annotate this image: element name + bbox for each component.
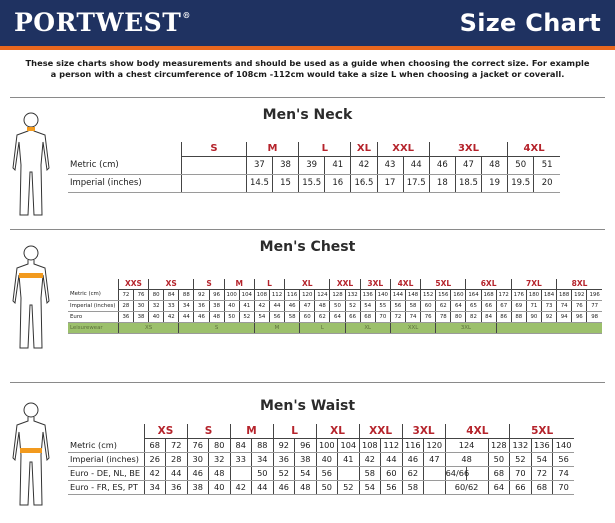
table-row	[68, 466, 574, 480]
table-cell: 73	[541, 300, 556, 311]
intro-line-2: a person with a chest circumference of 108cm -112cm would take a size L when choosing a jacket or coverall.	[50, 69, 565, 79]
leisurewear-label: Leisurewear	[68, 322, 118, 333]
table-cell: 82	[466, 311, 481, 322]
table-cell: 140	[553, 438, 575, 452]
table-cell: 36	[166, 480, 188, 494]
waist-size-header-row	[68, 424, 574, 438]
leisurewear-empty	[496, 322, 602, 333]
table-cell: 48	[209, 311, 224, 322]
table-cell: 44	[403, 156, 429, 174]
body-figure-icon	[9, 110, 53, 222]
table-cell: 37	[246, 156, 272, 174]
table-cell: 65	[466, 300, 481, 311]
table-cell: 48	[315, 300, 330, 311]
intro-line-1: These size charts show body measurements and should be used as a guide when choosing the correct size. For example	[25, 58, 590, 68]
table-cell: 76	[187, 438, 209, 452]
neck-highlight	[27, 127, 35, 131]
table-cell: 192	[572, 289, 587, 300]
intro-text	[20, 58, 595, 80]
size-label: XXS	[118, 279, 148, 289]
table-cell: 78	[436, 311, 451, 322]
table-cell: 80	[149, 289, 164, 300]
table-cell: 92	[541, 311, 556, 322]
table-cell: 47	[300, 300, 315, 311]
row-label: Euro - FR, ES, PT	[68, 480, 144, 494]
size-label: XL	[285, 279, 330, 289]
table-cell: 62	[402, 466, 424, 480]
table-cell: 74	[405, 311, 420, 322]
table-cell: 72	[531, 466, 553, 480]
table-cell: 96	[209, 289, 224, 300]
leisurewear-size: 3XL	[436, 322, 496, 333]
table-row	[68, 289, 602, 300]
table-cell: 136	[360, 289, 375, 300]
table-cell: 128	[330, 289, 345, 300]
table-cell: 44	[166, 466, 188, 480]
table-cell: 52	[273, 466, 295, 480]
table-cell: 124	[315, 289, 330, 300]
table-cell: 40	[224, 300, 239, 311]
table-cell: 42	[164, 311, 179, 322]
header-spacer	[68, 279, 118, 289]
table-row	[68, 452, 574, 466]
table-cell: 42	[144, 466, 166, 480]
table-cell: 51	[534, 156, 560, 174]
table-cell: 164	[466, 289, 481, 300]
table-cell: 90	[526, 311, 541, 322]
table-cell: 40	[209, 480, 231, 494]
size-label: 4XL	[508, 142, 560, 156]
table-cell: 44	[252, 480, 274, 494]
table-cell: 52	[338, 480, 360, 494]
chest-size-table	[68, 279, 602, 334]
chest-size-header-row	[68, 279, 602, 289]
table-cell: 96	[295, 438, 317, 452]
table-cell: 172	[496, 289, 511, 300]
table-row	[68, 480, 574, 494]
table-cell: 56	[390, 300, 405, 311]
table-cell: 67	[496, 300, 511, 311]
size-label: XXL	[377, 142, 429, 156]
table-cell: 92	[273, 438, 295, 452]
table-cell: 48	[295, 480, 317, 494]
table-cell: 62	[315, 311, 330, 322]
table-cell: 17.5	[403, 174, 429, 192]
size-label: XL	[316, 424, 359, 438]
table-cell: 50	[488, 452, 510, 466]
table-cell: 38	[295, 452, 317, 466]
table-cell: 41	[338, 452, 360, 466]
leisurewear-row	[68, 322, 602, 333]
size-label: 4XL	[445, 424, 510, 438]
table-cell: 60	[381, 466, 403, 480]
table-cell: 16	[325, 174, 351, 192]
table-cell: 55	[375, 300, 390, 311]
size-label: S	[182, 142, 247, 156]
table-cell: 54	[359, 480, 381, 494]
table-cell: 148	[405, 289, 420, 300]
table-cell: 26	[144, 452, 166, 466]
table-cell: 40	[149, 311, 164, 322]
size-label: XS	[144, 424, 187, 438]
table-cell: 66	[345, 311, 360, 322]
table-cell: 188	[557, 289, 572, 300]
table-cell: 50	[252, 466, 274, 480]
table-cell: 46	[194, 311, 209, 322]
neck-size-header-row	[68, 142, 560, 156]
table-cell: 104	[338, 438, 360, 452]
table-cell: 136	[531, 438, 553, 452]
table-cell: 60	[421, 300, 436, 311]
table-cell: 32	[209, 452, 231, 466]
table-cell: 69	[511, 300, 526, 311]
table-cell: 84	[481, 311, 496, 322]
table-cell: 56	[316, 466, 338, 480]
table-cell: 64/66	[445, 468, 470, 478]
table-cell: 56	[553, 452, 575, 466]
registered-mark: ®	[182, 10, 191, 20]
table-cell: 64	[451, 300, 466, 311]
table-cell: 140	[375, 289, 390, 300]
table-cell: 50	[224, 311, 239, 322]
table-cell: 156	[436, 289, 451, 300]
leisurewear-size: M	[254, 322, 299, 333]
table-cell: 44	[381, 452, 403, 466]
body-figure-icon	[9, 400, 53, 512]
table-cell: 36	[118, 311, 133, 322]
table-cell: 19	[482, 174, 508, 192]
table-cell: 47	[455, 156, 481, 174]
table-cell: 184	[541, 289, 556, 300]
section-divider	[10, 229, 605, 230]
table-row	[68, 438, 574, 452]
row-label: Imperial (inches)	[68, 452, 144, 466]
table-cell: 48	[482, 156, 508, 174]
table-cell: 108	[359, 438, 381, 452]
table-cell: 47	[424, 452, 446, 466]
table-cell: 58	[402, 480, 424, 494]
table-cell: 74	[553, 466, 575, 480]
table-cell: 88	[179, 289, 194, 300]
table-cell: 56	[269, 311, 284, 322]
body-figure-icon	[9, 243, 53, 355]
size-label: M	[224, 279, 254, 289]
waist-highlight	[20, 448, 42, 453]
table-cell: 16.5	[351, 174, 377, 192]
table-cell: 60	[300, 311, 315, 322]
table-cell	[338, 466, 360, 480]
size-label: XS	[149, 279, 194, 289]
table-cell: 33	[164, 300, 179, 311]
table-cell: 43	[377, 156, 403, 174]
size-label: 6XL	[466, 279, 511, 289]
size-label: 5XL	[510, 424, 575, 438]
table-cell: 41	[239, 300, 254, 311]
table-cell: 36	[194, 300, 209, 311]
table-cell: 72	[390, 311, 405, 322]
table-cell: 168	[481, 289, 496, 300]
row-label: Metric (cm)	[68, 156, 182, 174]
table-cell: 46	[285, 300, 300, 311]
table-cell: 18	[429, 174, 455, 192]
table-row	[68, 311, 602, 322]
table-cell: 48	[445, 452, 488, 466]
table-cell: 52	[510, 452, 532, 466]
waist-section-title: Men's Waist	[259, 398, 356, 414]
table-cell: 46	[273, 480, 295, 494]
table-row	[68, 300, 602, 311]
waist-size-table	[68, 424, 574, 495]
table-cell: 84	[164, 289, 179, 300]
table-cell: 48	[209, 466, 231, 480]
table-cell: 38	[133, 311, 148, 322]
table-cell: 76	[572, 300, 587, 311]
size-label: S	[187, 424, 230, 438]
table-cell: 64	[330, 311, 345, 322]
table-cell: 100	[224, 289, 239, 300]
size-label: 3XL	[429, 142, 507, 156]
table-cell: 54	[295, 466, 317, 480]
table-cell: 112	[381, 438, 403, 452]
table-cell: 68	[144, 438, 166, 452]
leisurewear-size: XXL	[390, 322, 435, 333]
table-cell: 44	[179, 311, 194, 322]
header-bar	[0, 0, 615, 50]
size-label: 5XL	[421, 279, 466, 289]
table-cell: 88	[252, 438, 274, 452]
table-cell: 152	[421, 289, 436, 300]
table-cell	[182, 156, 247, 174]
table-cell: 36	[273, 452, 295, 466]
table-cell: 60/62	[445, 480, 488, 494]
table-cell: 70	[510, 466, 532, 480]
section-divider	[10, 97, 605, 98]
table-cell: 77	[587, 300, 602, 311]
table-cell: 34	[179, 300, 194, 311]
page-title: Size Chart	[459, 9, 601, 37]
size-label: L	[254, 279, 284, 289]
row-label: Imperial (inches)	[68, 174, 182, 192]
table-cell: 19.5	[508, 174, 534, 192]
chest-section-title: Men's Chest	[259, 239, 356, 255]
size-label: 8XL	[557, 279, 602, 289]
table-cell	[182, 174, 247, 192]
brand-logo-text: PORTWEST	[14, 8, 182, 37]
table-cell: 38	[209, 300, 224, 311]
row-label: Metric (cm)	[68, 289, 118, 300]
table-cell: 96	[572, 311, 587, 322]
table-cell: 28	[118, 300, 133, 311]
table-cell: 42	[359, 452, 381, 466]
table-cell: 30	[187, 452, 209, 466]
table-row	[68, 174, 560, 192]
table-cell	[424, 466, 446, 480]
table-cell: 33	[230, 452, 252, 466]
neck-size-table	[68, 142, 560, 193]
table-cell: 58	[285, 311, 300, 322]
size-label: M	[246, 142, 298, 156]
table-cell: 38	[272, 156, 298, 174]
leisurewear-size: L	[300, 322, 345, 333]
table-cell: 68	[531, 480, 553, 494]
table-cell: 132	[510, 438, 532, 452]
brand-logo	[14, 8, 191, 37]
table-cell: 128	[488, 438, 510, 452]
table-cell: 112	[269, 289, 284, 300]
table-cell: 94	[557, 311, 572, 322]
table-cell: 14.5	[246, 174, 272, 192]
row-label: Euro	[68, 311, 118, 322]
table-cell: 64	[488, 480, 510, 494]
table-cell: 58	[405, 300, 420, 311]
table-cell: 20	[534, 174, 560, 192]
table-cell: 34	[144, 480, 166, 494]
table-cell	[424, 480, 446, 494]
table-cell: 80	[209, 438, 231, 452]
table-cell: 58	[359, 466, 381, 480]
table-cell: 66	[481, 300, 496, 311]
size-label: 7XL	[511, 279, 556, 289]
table-cell: 44	[269, 300, 284, 311]
table-cell: 66	[510, 480, 532, 494]
table-cell: 39	[299, 156, 325, 174]
table-cell	[230, 466, 252, 480]
table-cell: 88	[511, 311, 526, 322]
table-cell: 196	[587, 289, 602, 300]
table-cell: 54	[360, 300, 375, 311]
table-cell: 116	[402, 438, 424, 452]
table-cell: 76	[421, 311, 436, 322]
table-cell: 72	[166, 438, 188, 452]
table-cell: 72	[118, 289, 133, 300]
table-cell: 84	[230, 438, 252, 452]
table-cell: 108	[254, 289, 269, 300]
table-cell: 144	[390, 289, 405, 300]
size-label: M	[230, 424, 273, 438]
table-cell: 56	[381, 480, 403, 494]
size-label: 3XL	[402, 424, 445, 438]
table-cell: 74	[557, 300, 572, 311]
table-cell: 160	[451, 289, 466, 300]
size-label: L	[273, 424, 316, 438]
table-cell: 42	[351, 156, 377, 174]
table-cell: 120	[424, 438, 446, 452]
header-spacer	[68, 424, 144, 438]
table-cell: 41	[325, 156, 351, 174]
size-label: XXL	[330, 279, 360, 289]
table-cell: 54	[254, 311, 269, 322]
table-cell: 50	[330, 300, 345, 311]
table-cell: 15	[272, 174, 298, 192]
size-label: S	[194, 279, 224, 289]
table-cell: 32	[149, 300, 164, 311]
row-label: Metric (cm)	[68, 438, 144, 452]
table-row	[68, 156, 560, 174]
table-cell: 46	[402, 452, 424, 466]
table-cell: 28	[166, 452, 188, 466]
table-cell: 80	[451, 311, 466, 322]
leisurewear-size: XL	[345, 322, 390, 333]
table-cell: 124	[445, 438, 488, 452]
table-cell: 132	[345, 289, 360, 300]
table-cell: 30	[133, 300, 148, 311]
table-cell: 42	[254, 300, 269, 311]
table-cell: 38	[187, 480, 209, 494]
table-cell: 104	[239, 289, 254, 300]
table-cell: 116	[285, 289, 300, 300]
table-cell: 50	[508, 156, 534, 174]
table-cell: 100	[316, 438, 338, 452]
table-cell	[467, 466, 489, 480]
table-cell: 18.5	[455, 174, 481, 192]
table-cell: 68	[488, 466, 510, 480]
table-cell: 76	[133, 289, 148, 300]
table-cell: 50	[316, 480, 338, 494]
table-cell: 52	[239, 311, 254, 322]
size-label: XL	[351, 142, 377, 156]
table-cell: 17	[377, 174, 403, 192]
table-cell: 70	[553, 480, 575, 494]
table-cell: 98	[587, 311, 602, 322]
chest-highlight	[19, 273, 43, 278]
table-cell: 42	[230, 480, 252, 494]
size-label: L	[299, 142, 351, 156]
size-label: 3XL	[360, 279, 390, 289]
table-cell: 40	[316, 452, 338, 466]
table-cell: 120	[300, 289, 315, 300]
leisurewear-size: S	[179, 322, 255, 333]
table-cell: 34	[252, 452, 274, 466]
leisurewear-size: XS	[118, 322, 178, 333]
table-cell: 68	[360, 311, 375, 322]
table-cell: 86	[496, 311, 511, 322]
size-label: 4XL	[390, 279, 420, 289]
table-cell: 62	[436, 300, 451, 311]
table-cell: 52	[345, 300, 360, 311]
row-label: Euro - DE, NL, BE	[68, 466, 144, 480]
table-cell: 70	[375, 311, 390, 322]
row-label: Imperial (inches)	[68, 300, 118, 311]
table-cell: 92	[194, 289, 209, 300]
neck-section-title: Men's Neck	[262, 107, 353, 123]
size-label: XXL	[359, 424, 402, 438]
table-cell: 46	[429, 156, 455, 174]
table-cell: 71	[526, 300, 541, 311]
table-cell: 46	[187, 466, 209, 480]
table-cell: 54	[531, 452, 553, 466]
table-cell: 176	[511, 289, 526, 300]
table-cell: 180	[526, 289, 541, 300]
table-cell: 15.5	[299, 174, 325, 192]
section-divider	[10, 382, 605, 383]
